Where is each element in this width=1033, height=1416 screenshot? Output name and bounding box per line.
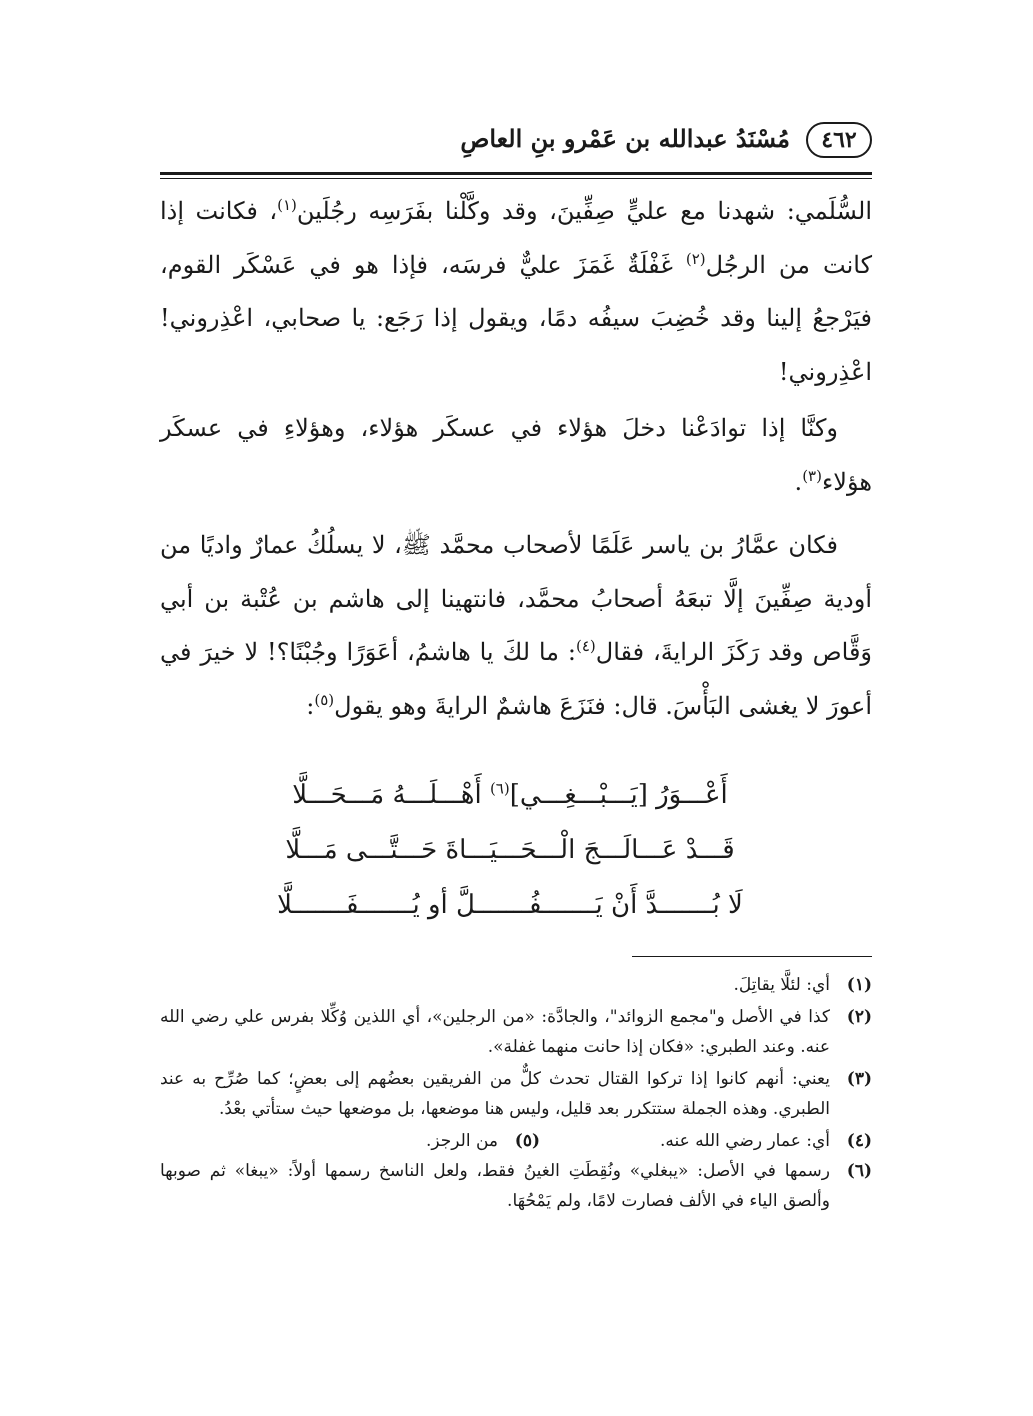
paragraph-1: السُّلَمي: شهدنا مع عليٍّ صِفِّينَ، وقد وكَّلْنا بفَرَسِه رجُلَين$^{(١)}$، فكانت إذا كانت من الرجُل$^{(٢)}$ غَفْلَةٌ غَمَزَ عليٌّ فرسَه، فإذا هو في عَسْكَر القوم، فيَرْجعُ إلينا وقد خُضِبَ سيفُه دمًا، ويقول إذا رَجَع: يا صحابي، اعْذِروني! اعْذِروني! [160,196,872,386]
footnote-ref-4[interactable]: (٤) [575,637,596,655]
poem [270,768,750,933]
header-rule-thin [160,178,872,179]
footnote-5 [426,1126,540,1156]
verse-2: قَـــدْ عَـــالَـــجَ الْـــحَـــيَـــاةَ حَـــتَّـــى مَـــلَّا [285,835,735,865]
footnote-text: كذا في الأصل و"مجمع الزوائد"، والجادَّة: «من الرجلين»، أي اللذين وُكِّلا بفرس علي رضي الله عنه. وعند الطبري: «فكان إذا حانت منهما غفلة». [160,1007,830,1057]
running-title: مُسْنَدُ عبدالله بن عَمْرو بنِ العاصِ [460,124,790,153]
footnotes [160,970,872,1218]
footnote-ref-1[interactable]: (١) [277,196,297,214]
footnote-6 [160,1156,872,1216]
footnote-number: (٢) [846,1007,872,1027]
footnote-ref-3[interactable]: (٣) [802,466,822,485]
footnote-row-4-5 [160,1126,872,1156]
main-text [160,185,872,733]
footnote-ref-2[interactable]: (٢) [685,249,706,268]
footnote-text: من الرجز. [425,1131,499,1151]
footnote-ref-5[interactable]: (٥) [314,690,335,709]
footnote-number: (٤) [846,1131,872,1151]
footnote-4 [660,1126,872,1156]
footnote-number: (٣) [846,1069,872,1089]
footnote-text: يعني: أنهم كانوا إذا تركوا القتال تحدث كلٌّ من الفريقين بعضُهم إلى بعضٍ؛ كما صُرِّح به عند الطبري. وهذه الجملة ستتكرر بعد قليل، وليس هنا موضعها، بل موضعها حيث ستأتي بعْدُ. [160,1069,830,1119]
header-rule-thick [160,172,872,175]
paragraph-3: فكان عمَّارُ بن ياسر عَلَمًا لأصحاب محمَّد ﷺ، لا يسلُكُ عمارٌ واديًا من أودية صِفِّينَ إلَّا تبعَهُ أصحابُ محمَّد، فانتهينا إلى هاشم بن عُتْبة بن أبي وَقَّاص وقد رَكَزَ الرايةَ، فقال$^{(٤)}$: ما لكَ يا هاشمُ، أعَوَرًا وجُبْنًا؟! لا خيرَ في أعورَ لا يغشى البَأْسَ. قال: فنَزَعَ هاشمٌ الرايةَ وهو يقول$^{(٥)}$: [160,531,873,720]
verse-1: أَعْـــوَرُ [يَـــبْـــغِـــي]$^{(٦)}$ أَهْـــلَـــهُ مَـــحَـــلَّا [292,779,728,810]
footnote-number: (١) [846,975,872,995]
page-number: ٤٦٢ [806,122,872,158]
footnote-ref-6[interactable]: (٦) [489,779,510,798]
footnote-2 [160,1002,872,1062]
footnote-text: أي: عمار رضي الله عنه. [660,1131,830,1151]
footnote-3 [160,1064,872,1124]
footnote-1 [160,970,872,1000]
footnote-text: أي: لئلَّا يقاتِلَ. [733,975,830,995]
paragraph-2: وكنَّا إذا توادَعْنا دخلَ هؤلاء في عسكَر هؤلاء، وهؤلاءِ في عسكَر هؤلاء$^{(٣)}$. [160,414,872,496]
footnote-number: (٦) [846,1161,872,1181]
footnote-separator [632,956,872,957]
footnote-text: رسمها في الأصل: «يبغلي» ونُقِطَتِ الغينُ فقط، ولعل الناسخ رسمها أولاً: «يبغا» ثم صوبها وألصق الياء في الألف فصارت لامًا، ولم يَمْحُهَا. [160,1161,830,1211]
page-header [160,118,872,168]
verse-3: لَا بُـــــــدَّ أَنْ يَـــــــفُـــــــلَّ أو يُـــــــفَـــــــلَّا [277,890,743,920]
footnote-number: (٥) [514,1131,541,1151]
